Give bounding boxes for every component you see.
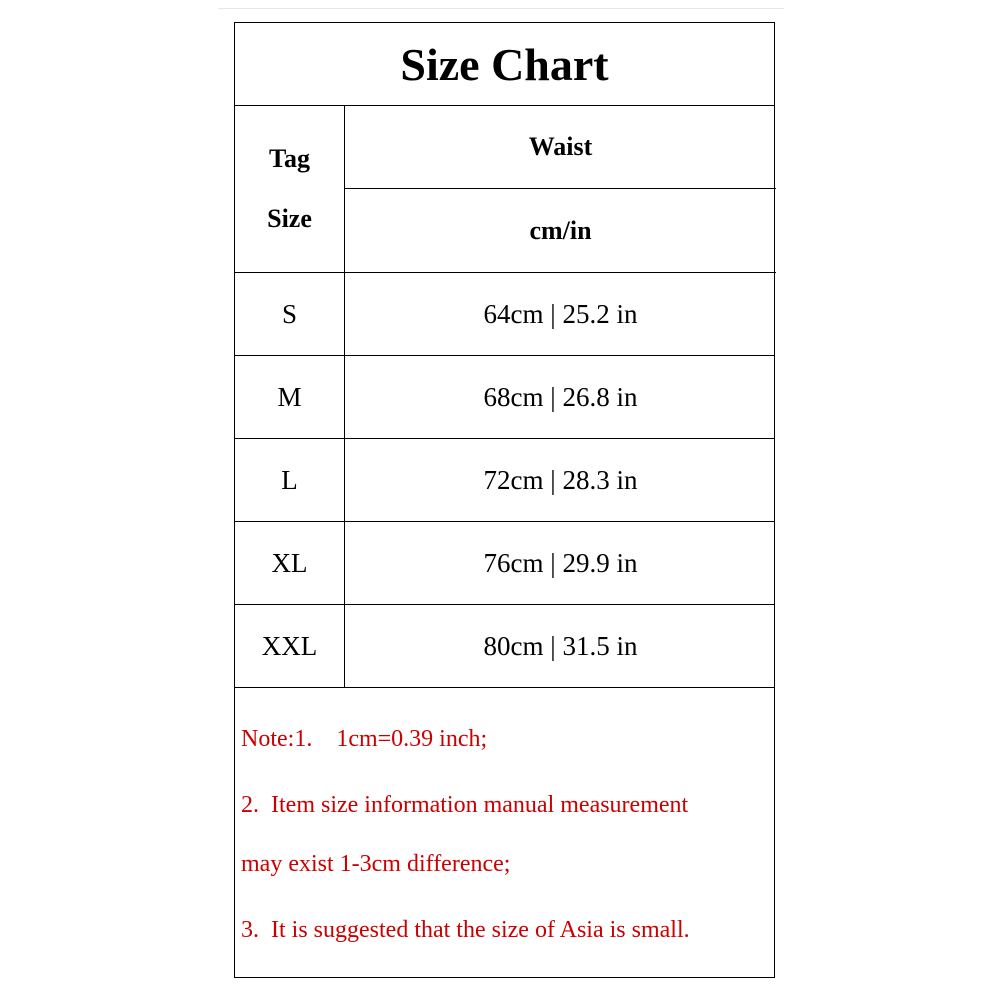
chart-title: Size Chart bbox=[235, 23, 774, 106]
note-line: 3. It is suggested that the size of Asia is small. bbox=[241, 917, 690, 943]
waist-cell: 80cm | 31.5 in bbox=[483, 630, 638, 661]
tag-size-header-line2: Size bbox=[267, 204, 312, 233]
size-cell: XXL bbox=[235, 605, 345, 687]
waist-header: Waist bbox=[345, 106, 776, 189]
size-cell: L bbox=[235, 439, 345, 521]
table-row bbox=[235, 605, 774, 688]
note-line: Note:1. 1cm=0.39 inch; bbox=[241, 726, 488, 752]
table-row bbox=[235, 273, 774, 356]
waist-cell: 72cm | 28.3 in bbox=[483, 464, 638, 495]
notes-section bbox=[235, 689, 774, 977]
note-line: 2. Item size information manual measurement bbox=[241, 792, 689, 818]
table-row bbox=[235, 522, 774, 605]
table-row bbox=[235, 439, 774, 522]
waist-cell: 64cm | 25.2 in bbox=[483, 298, 638, 329]
size-chart-table bbox=[234, 22, 775, 978]
note-line: may exist 1-3cm difference; bbox=[241, 851, 511, 877]
tag-size-header bbox=[235, 106, 345, 273]
waist-cell: 76cm | 29.9 in bbox=[483, 547, 638, 578]
size-cell: S bbox=[235, 273, 345, 355]
size-cell: M bbox=[235, 356, 345, 438]
table-row bbox=[235, 356, 774, 439]
size-cell: XL bbox=[235, 522, 345, 604]
tag-size-header-line1: Tag bbox=[269, 144, 310, 173]
waist-cell: 68cm | 26.8 in bbox=[483, 381, 638, 412]
unit-header: cm/in bbox=[345, 189, 776, 273]
top-divider bbox=[218, 8, 784, 9]
